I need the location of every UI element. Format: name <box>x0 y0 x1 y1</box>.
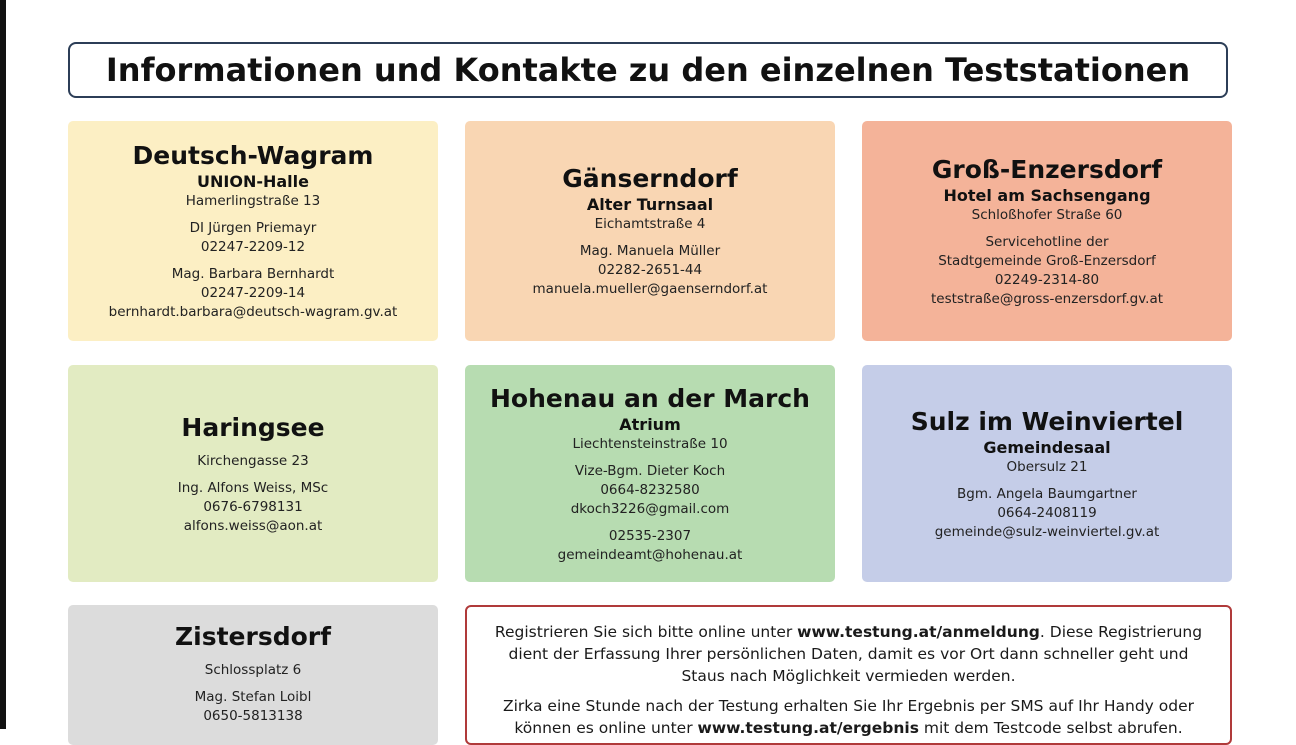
contact-phone: 0664-8232580 <box>600 481 700 498</box>
station-venue: Atrium <box>619 414 681 434</box>
station-address: Liechtensteinstraße 10 <box>572 435 728 452</box>
contact-email: gemeinde@sulz-weinviertel.gv.at <box>934 523 1160 540</box>
station-card-sulz <box>862 365 1232 582</box>
station-venue: Alter Turnsaal <box>586 195 714 214</box>
contact-name: Bgm. Angela Baumgartner <box>957 485 1137 502</box>
contact-name: Stadtgemeinde Groß-Enzersdorf <box>938 252 1156 269</box>
station-name: Sulz im Weinviertel <box>910 406 1184 436</box>
station-address: Hamerlingstraße 13 <box>185 193 321 209</box>
station-name: Deutsch-Wagram <box>132 141 374 170</box>
contact-phone: 02247-2209-14 <box>200 285 306 301</box>
contact-name: Ing. Alfons Weiss, MSc <box>177 479 329 496</box>
contact-phone: 02535-2307 <box>608 527 692 544</box>
notice-text: mit dem Testcode selbst abrufen. <box>918 719 1183 737</box>
contact-phone: 0676-6798131 <box>203 498 303 515</box>
contact-email: dkoch3226@gmail.com <box>570 500 730 517</box>
contact-name: DI Jürgen Priemayr <box>189 220 317 236</box>
station-venue: Hotel am Sachsengang <box>943 185 1151 205</box>
result-link: www.testung.at/ergebnis <box>697 719 919 737</box>
contact-email: gemeindeamt@hohenau.at <box>557 546 743 563</box>
contact-email: manuela.mueller@gaenserndorf.at <box>532 281 768 297</box>
notice-text: Zirka eine Stunde nach der Testung erhalten Sie Ihr Ergebnis per SMS auf Ihr Handy oder können es online unter <box>503 697 1194 737</box>
contact-email: bernhardt.barbara@deutsch-wagram.gv.at <box>108 304 398 320</box>
station-address: Eichamtstraße 4 <box>594 216 706 232</box>
contact-phone: 0650-5813138 <box>203 708 303 724</box>
contact-name: Servicehotline der <box>985 233 1109 250</box>
left-edge-bar <box>0 0 6 729</box>
contact-phone: 02249-2314-80 <box>994 271 1100 288</box>
contact-phone: 0664-2408119 <box>997 504 1097 521</box>
station-address: Kirchengasse 23 <box>197 452 309 469</box>
station-card-zistersdorf <box>68 605 438 745</box>
contact-phone: 02282-2651-44 <box>597 262 703 278</box>
contact-email: alfons.weiss@aon.at <box>183 517 323 534</box>
contact-email: teststraße@gross-enzersdorf.gv.at <box>930 290 1164 307</box>
registration-link: www.testung.at/anmeldung <box>797 623 1040 641</box>
station-name: Gänserndorf <box>562 164 738 193</box>
station-address: Schloßhofer Straße 60 <box>971 206 1123 223</box>
station-name: Groß-Enzersdorf <box>931 154 1163 184</box>
station-card-deutsch-wagram <box>68 121 438 341</box>
notice-paragraph <box>485 695 1212 739</box>
station-card-gaenserndorf <box>465 121 835 341</box>
contact-name: Vize-Bgm. Dieter Koch <box>574 462 726 479</box>
station-venue: UNION-Halle <box>197 172 309 191</box>
station-name: Haringsee <box>181 412 325 442</box>
station-address: Obersulz 21 <box>1006 458 1088 475</box>
contact-name: Mag. Stefan Loibl <box>194 689 312 705</box>
station-address: Schlossplatz 6 <box>204 662 302 678</box>
station-card-haringsee <box>68 365 438 582</box>
contact-phone: 02247-2209-12 <box>200 239 306 255</box>
page-title: Informationen und Kontakte zu den einzelnen Teststationen <box>68 42 1228 98</box>
station-card-gross-enzersdorf <box>862 121 1232 341</box>
notice-text: . Diese Registrierung dient der Erfassung Ihrer persönlichen Daten, damit es vor Ort dann schneller geht und Staus nach Möglichkeit vermieden werden. <box>508 623 1203 685</box>
station-name: Zistersdorf <box>175 622 331 651</box>
station-card-hohenau <box>465 365 835 582</box>
contact-name: Mag. Manuela Müller <box>579 243 721 259</box>
station-name: Hohenau an der March <box>490 383 810 413</box>
notice-text: Registrieren Sie sich bitte online unter <box>494 623 798 641</box>
station-venue: Gemeindesaal <box>983 437 1111 457</box>
contact-name: Mag. Barbara Bernhardt <box>171 266 335 282</box>
notice-paragraph <box>485 621 1212 687</box>
registration-notice <box>465 605 1232 745</box>
